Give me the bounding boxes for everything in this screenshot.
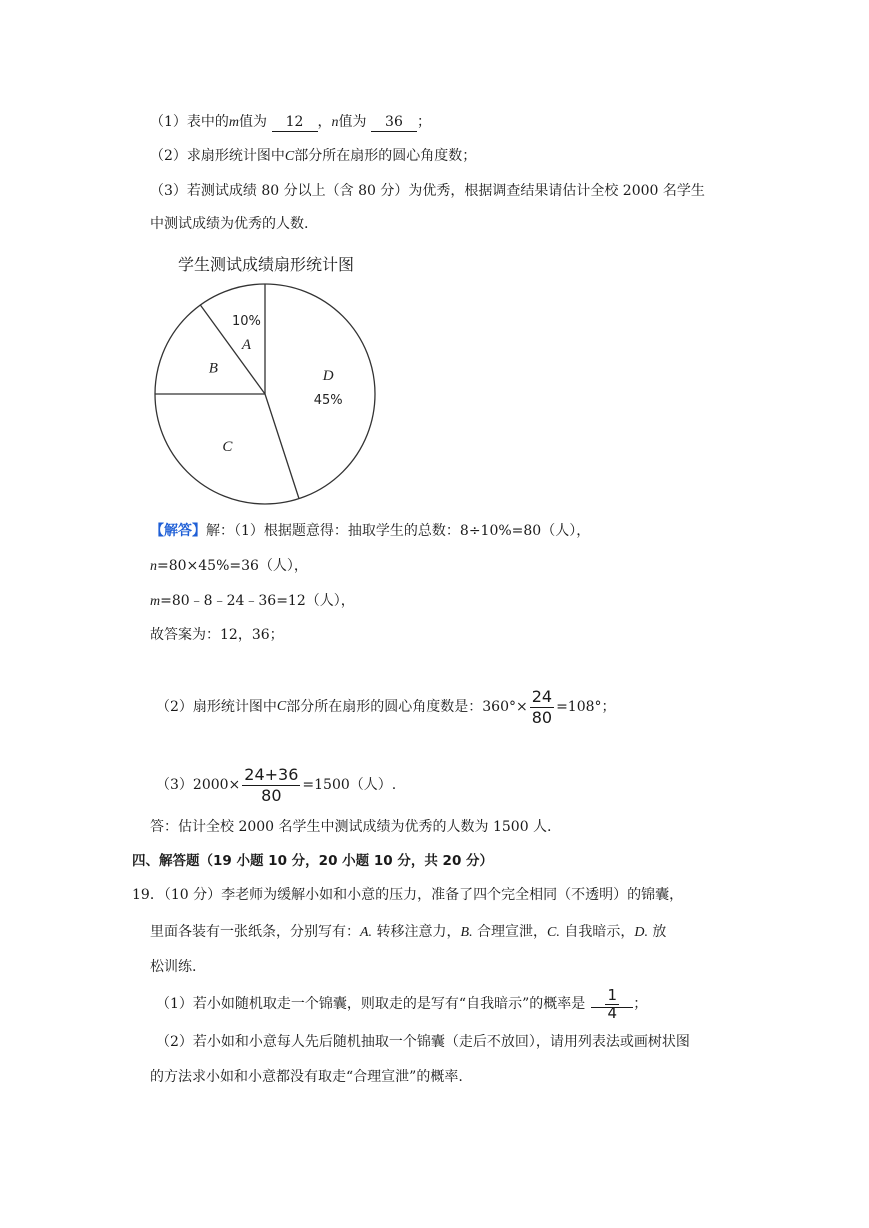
solution-tag: 【解答】 <box>150 523 206 539</box>
solution-line-2: n=80×45%=36（人）， <box>150 558 308 574</box>
q19-line-3: 松训练. <box>150 959 197 975</box>
solution-line-5: （2）扇形统计图中 C 部分所在扇形的圆心角度数是：360°× $\frac{24}{80}$ =108°； <box>156 686 616 727</box>
q18-part1: （1）表中的m值为 12 ，n值为 36 ； <box>150 114 431 130</box>
slice-label-a: A <box>241 336 252 353</box>
excellent-fraction: $\frac{24+36}{80}$ <box>244 764 299 805</box>
q19-part2-line2: 的方法求小如和小意都没有取走“合理宣泄”的概率. <box>150 1069 463 1085</box>
q19-part1: （1）若小如随机取走一个锦囊，则取走的是写有“自我暗示”的概率是 $\frac{1}{4}$ ； <box>156 985 648 1022</box>
chart-title: 学生测试成绩扇形统计图 <box>178 255 355 274</box>
solution-line-3: m=80﹣8﹣24﹣36=12（人）， <box>150 593 355 609</box>
slice-label-d: D <box>322 367 334 384</box>
solution-line-1: 【解答】解：（1）根据题意得：抽取学生的总数：8÷10%=80（人）， <box>150 523 591 539</box>
slice-boundary-c <box>265 394 299 499</box>
section-4-heading: 四、解答题（19 小题 10 分，20 小题 10 分，共 20 分） <box>132 853 494 869</box>
slice-label-b: B <box>208 360 218 377</box>
slice-percent-d: 45% <box>313 392 343 408</box>
solution-line-7: 答：估计全校 2000 名学生中测试成绩为优秀的人数为 1500 人. <box>150 819 552 835</box>
q18-part2: （2）求扇形统计图中C部分所在扇形的圆心角度数； <box>150 148 477 164</box>
m-answer-blank: 12 <box>272 113 318 132</box>
probability-answer-blank: $\frac{1}{4}$ <box>591 987 633 1022</box>
solution-line-6: （3）2000× $\frac{24+36}{80}$ =1500（人）. <box>156 764 397 805</box>
n-answer-blank: 36 <box>371 113 417 132</box>
slice-label-c: C <box>222 438 233 455</box>
slice-percent-a: 10% <box>232 313 261 329</box>
q19-line-2: 里面各装有一张纸条，分别写有：A. 转移注意力，B. 合理宣泄，C. 自我暗示，D. 放 <box>150 924 667 940</box>
q18-part3-line1: （3）若测试成绩 80 分以上（含 80 分）为优秀，根据调查结果请估计全校 2000 名学生 <box>150 183 705 199</box>
q19-part2-line1: （2）若小如和小意每人先后随机抽取一个锦囊（走后不放回），请用列表法或画树状图 <box>156 1034 690 1050</box>
solution-line-4: 故答案为：12，36； <box>150 627 284 643</box>
angle-fraction: $\frac{24}{80}$ <box>531 686 553 727</box>
q19-line-1: 19．（10 分）李老师为缓解小如和小意的压力，准备了四个完全相同（不透明）的锦囊， <box>132 887 684 903</box>
q18-part3-line2: 中测试成绩为优秀的人数. <box>150 216 309 232</box>
